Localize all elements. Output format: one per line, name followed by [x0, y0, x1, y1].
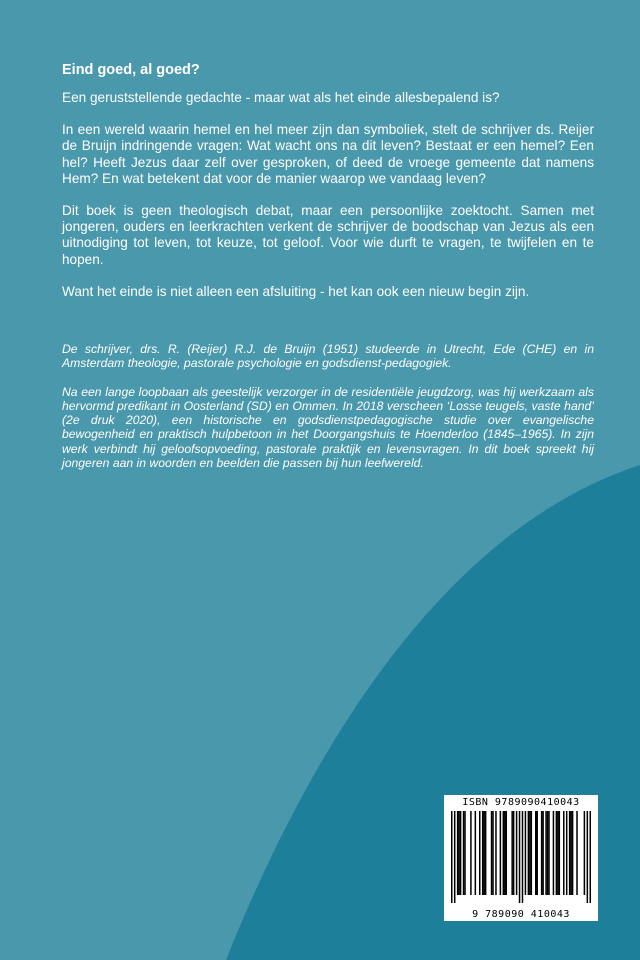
- isbn-label: ISBN 9789090410043: [462, 797, 580, 808]
- barcode-bar: [548, 811, 550, 895]
- barcode-bar: [503, 811, 505, 895]
- barcode-bar: [531, 811, 533, 895]
- barcode-bar: [536, 811, 538, 895]
- barcode-bar: [506, 811, 508, 895]
- blurb: [62, 62, 594, 316]
- barcode-bar: [522, 811, 524, 903]
- barcode-bar: [529, 811, 531, 895]
- barcode-bar: [557, 811, 559, 895]
- blurb-title: Eind goed, al goed?: [62, 62, 200, 78]
- barcode-bar: [457, 811, 459, 895]
- isbn-barcode: [444, 795, 598, 921]
- barcode-bar: [572, 811, 574, 895]
- barcode-bar: [535, 811, 537, 895]
- barcode-bar: [475, 811, 477, 895]
- barcode-bar: [553, 811, 555, 895]
- bio-paragraph: Na een lange loopbaan als geestelijk verzorger in de residentiële jeugdzorg, was hij werkzaam als hervormd predikant in Oosterland (SD) en Ommen. In 2018 verscheen ‘Losse teugels, vaste hand’ (2e druk 2020), een historische en godsdienstpedagogische studie over evangelische bewogenheid en praktisch hulpbetoon in het Doorgangshuis te Hoenderloo (1845–1965). In zijn werk verbindt hij geloofsopvoeding, pastorale praktijk en levensvragen. In dit boek spreekt hij jongeren aan in woorden en beelden die passen bij hun leefwereld.: [62, 384, 594, 471]
- barcode-bar: [563, 811, 565, 895]
- barcode-bar: [492, 811, 494, 895]
- barcode-bar: [451, 811, 453, 903]
- bio-paragraph: De schrijver, drs. R. (Reijer) R.J. de Bruijn (1951) studeerde in Utrecht, Ede (CHE) en in Amsterdam theologie, pastorale psychologie en godsdienst-pedagogiek.: [62, 342, 594, 371]
- barcode-bar: [483, 811, 485, 895]
- barcode-bar: [513, 811, 515, 895]
- barcode-bar: [491, 811, 493, 895]
- barcode-bar: [458, 811, 460, 895]
- barcode-bar: [590, 811, 591, 903]
- blurb-paragraph: Dit boek is geen theologisch debat, maar een persoonlijke zoektocht. Samen met jongeren, ouders en leerkrachten verkent de schrijver de boodschap van Jezus als een uitnodiging tot leven, tot keuze, tot geloof. Voor wie durft te vragen, te twijfelen en te hopen.: [62, 203, 594, 267]
- author-bio: [62, 342, 594, 484]
- blurb-paragraph: In een wereld waarin hemel en hel meer zijn dan symboliek, stelt de schrijver ds. Reijer de Bruijn indringende vragen: Wat wacht ons na dit leven? Bestaat er een hemel? Een hel? Heeft Jezus daar zelf over gesproken, of deed de vroege gemeente dat namens Hem? En wat betekent dat voor de manier waarop we vandaag leven?: [62, 122, 594, 186]
- blurb-paragraph: Een geruststellende gedachte - maar wat als het einde allesbepalend is?: [62, 90, 500, 105]
- barcode-bar: [464, 811, 466, 895]
- barcode-bar: [569, 811, 571, 895]
- blurb-paragraph: Want het einde is niet alleen een afsluiting - het kan ook een nieuw begin zijn.: [62, 283, 530, 299]
- barcode-bar: [495, 811, 497, 895]
- barcode-bar: [504, 811, 506, 895]
- barcode-bar: [482, 811, 484, 895]
- barcode-bar: [525, 811, 527, 895]
- barcode-bar: [485, 811, 487, 895]
- barcode-bar: [460, 811, 462, 895]
- barcode-bar: [541, 811, 543, 895]
- barcode-bar: [559, 811, 561, 895]
- barcode-bar: [516, 811, 518, 895]
- barcode-bar: [542, 811, 544, 895]
- barcode-bar: [576, 811, 578, 895]
- barcode-digits: 9 789090 410043: [472, 909, 570, 920]
- barcode-bar: [545, 811, 547, 895]
- barcode-bar: [454, 811, 456, 903]
- barcode-bar: [479, 811, 481, 895]
- barcode-bar: [470, 811, 472, 895]
- barcode-bar: [547, 811, 549, 895]
- barcode-bar: [500, 811, 502, 895]
- barcode-bar: [463, 811, 465, 895]
- barcode-bar: [528, 811, 530, 895]
- barcode-bar: [566, 811, 568, 895]
- barcode-bar: [570, 811, 572, 895]
- barcode-bar: [584, 811, 586, 895]
- barcode-bar: [587, 811, 589, 903]
- barcode-bars: [451, 811, 591, 903]
- barcode-bar: [519, 811, 521, 903]
- barcode-bar: [556, 811, 558, 895]
- barcode-bar: [511, 811, 513, 895]
